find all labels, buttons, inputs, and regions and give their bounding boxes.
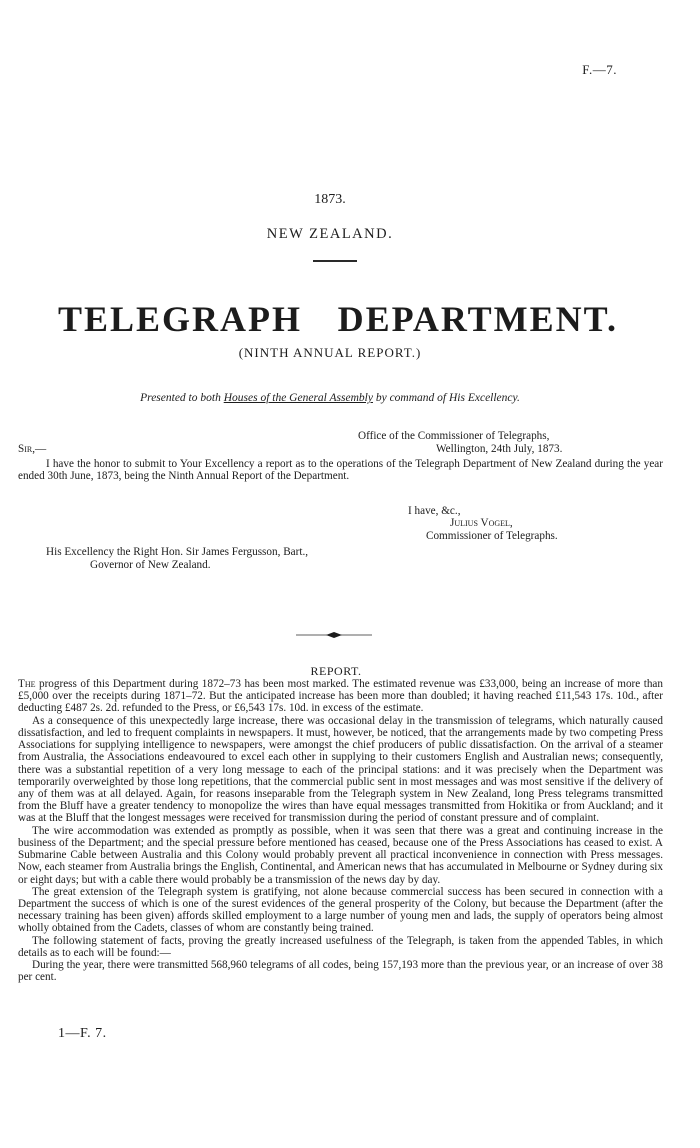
sub-title: (NINTH ANNUAL REPORT.) [238, 345, 422, 360]
page-reference: F.—7. [582, 62, 617, 77]
report-paragraph-1 [18, 678, 663, 715]
letter-signer-name: Julius Vogel, [450, 517, 513, 529]
report-heading: REPORT. [310, 664, 362, 678]
letter-closing: I have, &c., [408, 505, 461, 517]
presented-houses: Houses of the General Assembly [223, 392, 373, 404]
main-title [58, 298, 618, 340]
report-paragraph-1-text: progress of this Department during 1872–73 has been most marked. The estimated revenue was £33,000, being an increase of more than £5,000 over the receipts during 1871–72. But the anticipated increase has been more than doubled; it having reached £11,543 17s. 10d., after deducting £487 2s. 2d. refunded to the Press, or £6,543 17s. 10d. in excess of the estimate. [18, 678, 663, 715]
title-divider [313, 260, 357, 262]
letter-body: I have the honor to submit to Your Excellency a report as to the operations of the Telegraph Department of New Zealand during the year ended 30th June, 1873, being the Ninth Annual Report of the Department. [18, 458, 663, 483]
report-paragraph-4: The great extension of the Telegraph system is gratifying, not alone because commercial success has been secured in connection with a Department the success of which is one of the surest evidences of the general prosperity of the Colony, but because the Department (after the necessary training has been given) affords skilled employment to a large number of young men and lads, the supply of operators being almost wholly obtained from the Cadets, classes of whom are constantly being trained. [18, 885, 663, 935]
report-body [18, 678, 663, 983]
ornament-divider [296, 632, 372, 638]
main-title-word-1: TELEGRAPH [58, 299, 303, 339]
letter-office: Office of the Commissioner of Telegraphs, [358, 430, 550, 442]
presented-line [0, 392, 660, 404]
letter-addressee-2: Governor of New Zealand. [90, 559, 211, 571]
report-paragraph-2: As a consequence of this unexpectedly large increase, there was occasional delay in the transmission of telegrams, which naturally caused dissatisfaction, and led to frequent complaints in newspapers. It must, however, be noticed, that the arrangements made by two competing Press Associations for supplying intelligence to newspapers, were amongst the chief producers of public dissatisfaction. On the arrival of a steamer from Australia, the Associations endeavoured to excel each other in supplying to their customers English and Australian news; consequently, there was a substantial repetition of a very long message to each of the principal stations: and it was precisely when the Department was temporarily overweighted by those long repetitions, that the commercial public sent in most messages and was most sensitive if the delivery of any of them was at all delayed. Again, for reasons inseparable from the Telegraph system in New Zealand, long Press telegrams transmitted from the Bluff have a greater tendency to monopolize the wires than have equal messages transmitted from Hokitika or from Auckland; and it was at the Bluff that the longest messages were received for transmission during the period of constant pressure and of complaint. [18, 714, 663, 825]
report-paragraph-3: The wire accommodation was extended as promptly as possible, when it was seen that there was a great and continuing increase in the business of the Department; and the special pressure before mentioned has ceased, because one of the Press Associations has ceased to exist. A Submarine Cable between Australia and this Colony would probably prevent all practical inconvenience in connection with Press messages. Now, each steamer from Australia brings the English, Continental, and American news that has accumulated in Melbourne or Sydney during six or eight days; but with a cable there would probably be a transmission of the news day by day. [18, 824, 663, 886]
main-title-word-2: DEPARTMENT. [337, 299, 618, 339]
document-year: 1873. [314, 192, 346, 207]
report-paragraph-6: During the year, there were transmitted 568,960 telegrams of all codes, being 157,193 more than the previous year, or an increase of over 38 per cent. [18, 959, 663, 984]
document-country: NEW ZEALAND. [266, 226, 394, 242]
presented-suffix: by command of His Excellency. [372, 392, 520, 404]
report-lead-word: The [18, 678, 36, 690]
letter-place-date: Wellington, 24th July, 1873. [436, 443, 563, 455]
letter-addressee-1: His Excellency the Right Hon. Sir James Fergusson, Bart., [46, 546, 309, 558]
footer-page-reference: 1—F. 7. [58, 1026, 107, 1041]
presented-prefix: Presented to both [140, 392, 224, 404]
letter-salutation: Sir,— [18, 443, 47, 455]
report-paragraph-5: The following statement of facts, proving the greatly increased usefulness of the Telegraph, is taken from the appended Tables, in which details as to each will be found:— [18, 934, 663, 959]
letter-signer-title: Commissioner of Telegraphs. [426, 530, 558, 542]
